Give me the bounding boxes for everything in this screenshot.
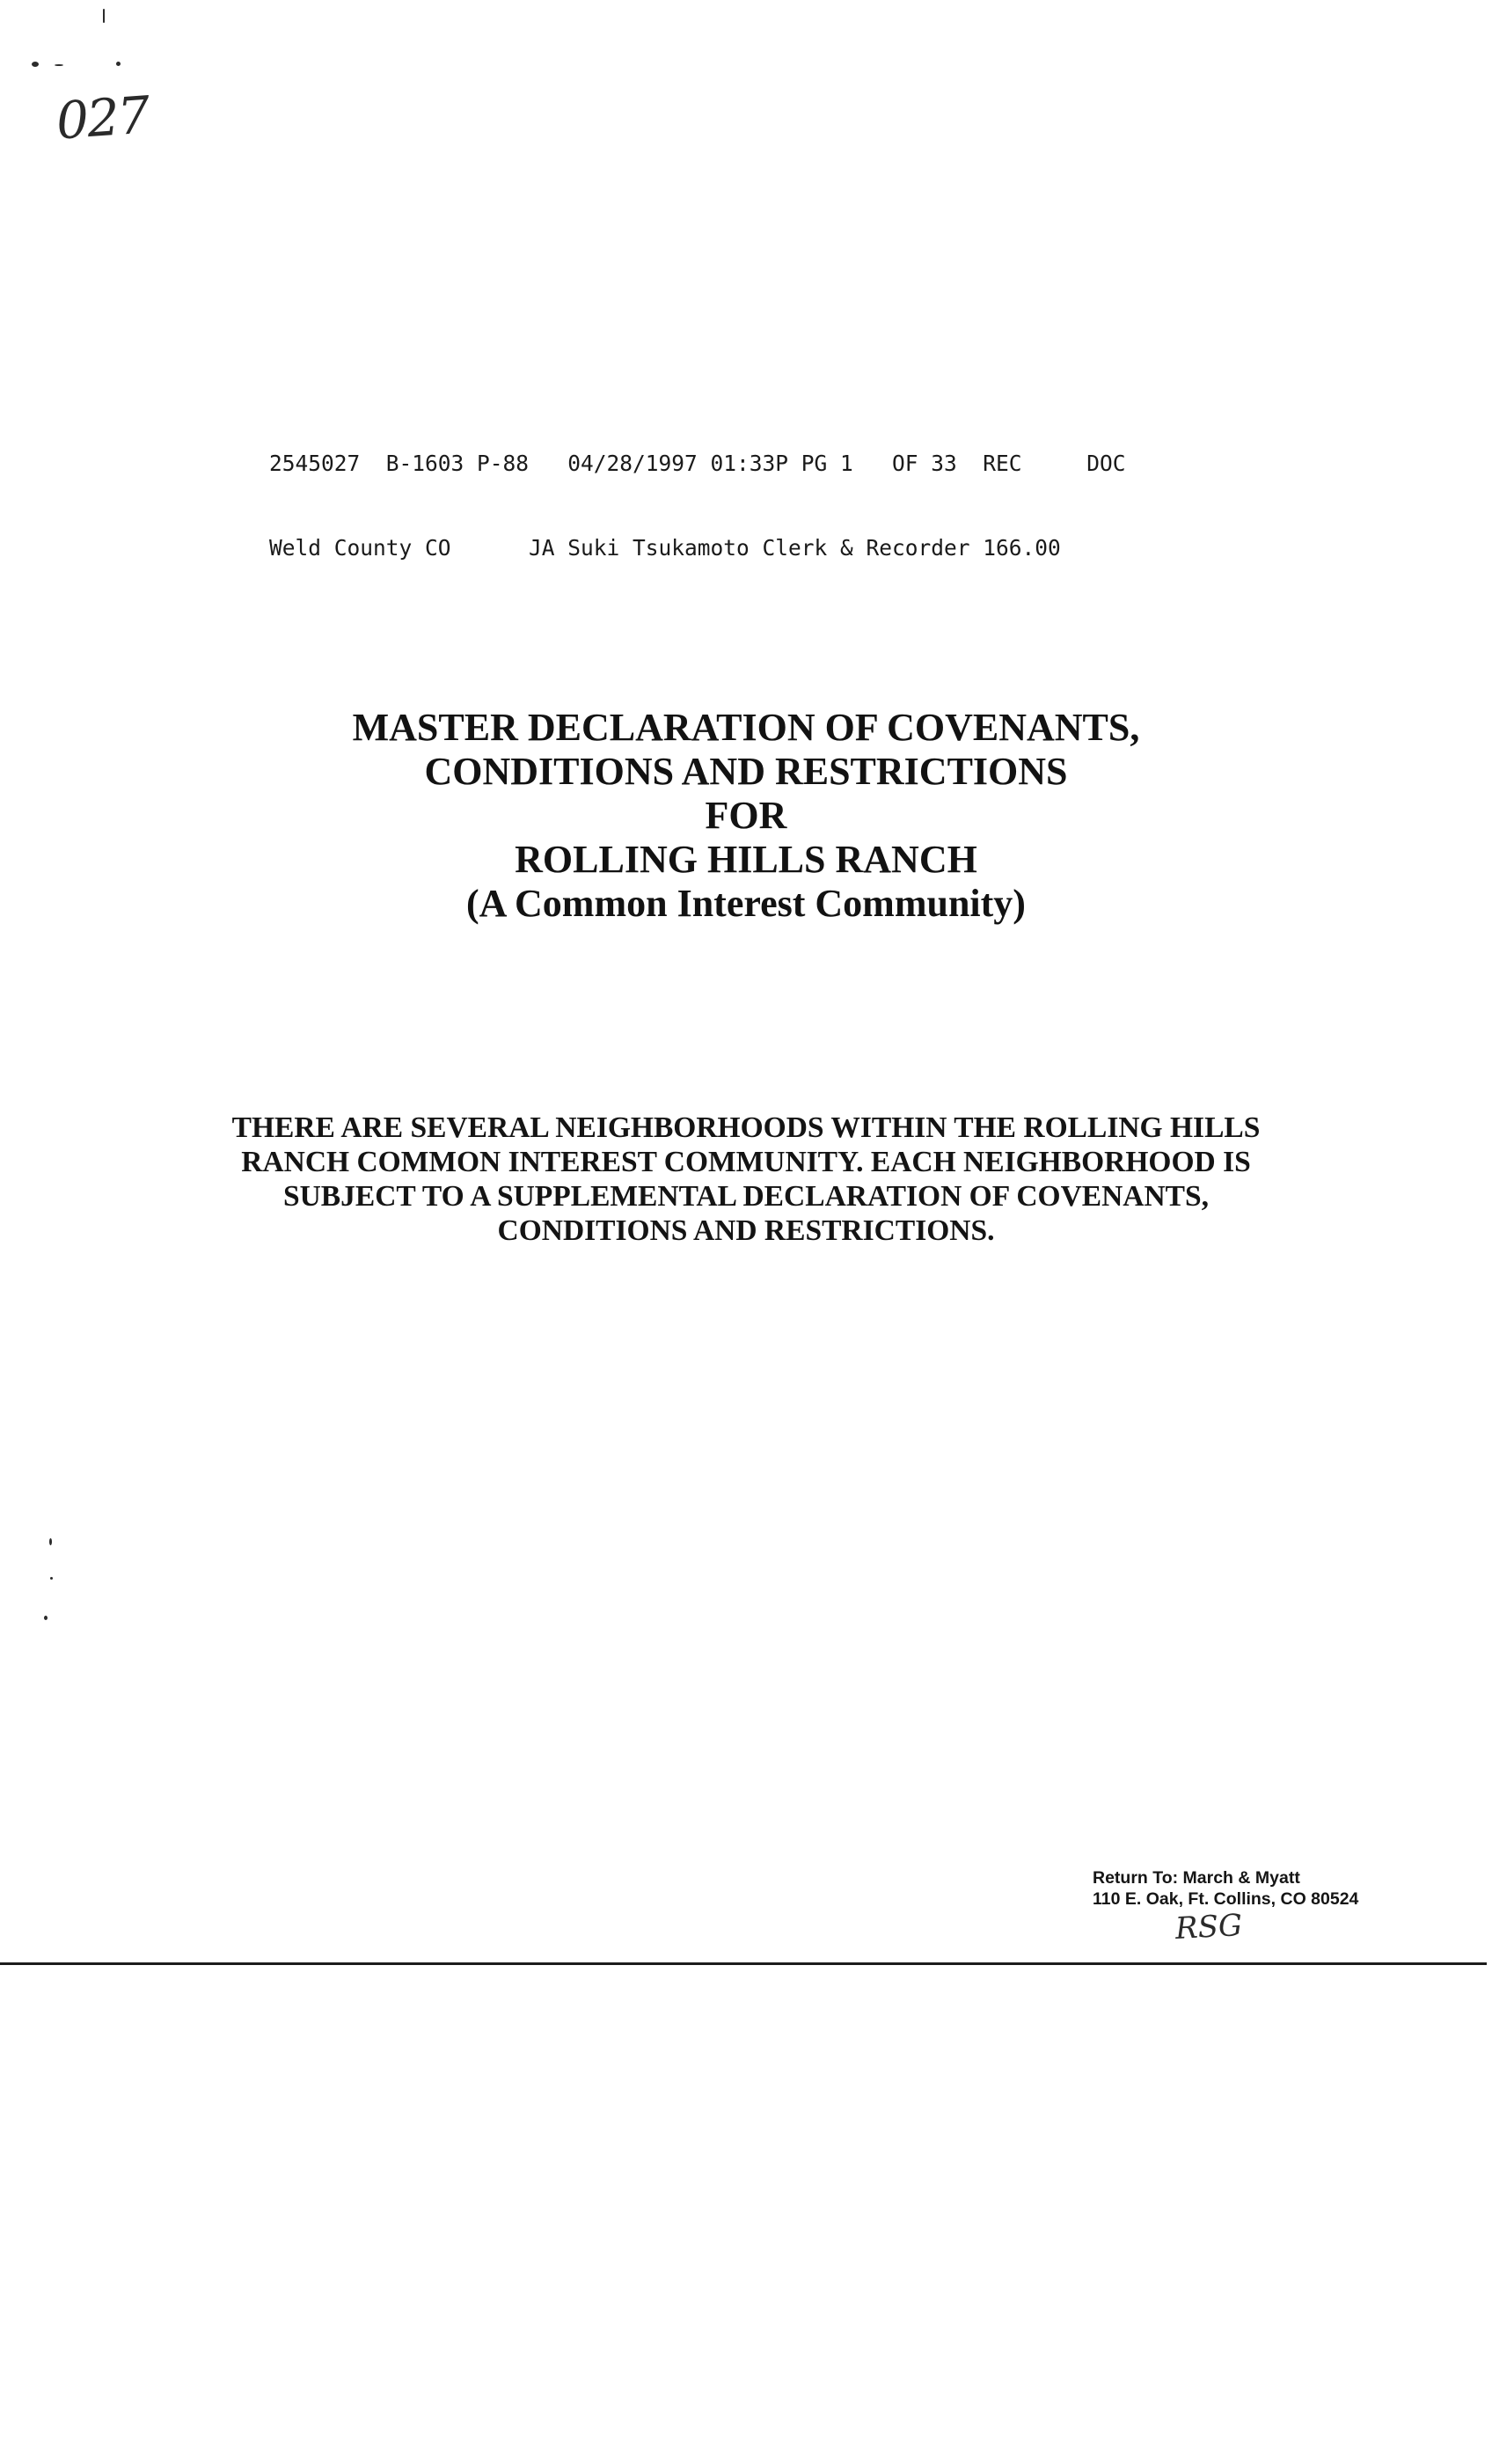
return-address-line: Return To: March & Myatt bbox=[1093, 1868, 1300, 1888]
return-address-line: 110 E. Oak, Ft. Collins, CO 80524 bbox=[1093, 1889, 1359, 1909]
return-address bbox=[1093, 1867, 1358, 1910]
recording-stamp-line: 2545027 B-1603 P-88 04/28/1997 01:33P PG 1 OF 33 REC DOC bbox=[269, 451, 1126, 476]
title-line: FOR bbox=[705, 794, 787, 837]
handwritten-initials: RSG bbox=[1174, 1908, 1244, 1947]
notice-line: SUBJECT TO A SUPPLEMENTAL DECLARATION OF COVENANTS, bbox=[282, 1180, 1210, 1213]
title-line: (A Common Interest Community) bbox=[466, 882, 1026, 925]
scan-mark bbox=[32, 62, 39, 67]
recording-stamp-line: Weld County CO JA Suki Tsukamoto Clerk & Recorder 166.00 bbox=[269, 535, 1061, 561]
notice-line: CONDITIONS AND RESTRICTIONS. bbox=[497, 1214, 995, 1247]
notice-line: THERE ARE SEVERAL NEIGHBORHOODS WITHIN THE ROLLING HILLS bbox=[231, 1111, 1261, 1144]
scan-mark bbox=[103, 9, 105, 23]
scan-mark bbox=[44, 1616, 48, 1620]
handwritten-page-number: 027 bbox=[54, 84, 150, 151]
recording-stamp bbox=[269, 393, 1126, 590]
scan-mark bbox=[49, 1538, 52, 1545]
scan-mark bbox=[50, 1577, 53, 1580]
horizontal-rule bbox=[0, 1962, 1487, 1965]
title-line: MASTER DECLARATION OF COVENANTS, bbox=[352, 706, 1140, 749]
notice-line: RANCH COMMON INTEREST COMMUNITY. EACH NEIGHBORHOOD IS bbox=[241, 1146, 1251, 1178]
scan-mark bbox=[116, 62, 121, 66]
title-line: ROLLING HILLS RANCH bbox=[515, 838, 977, 881]
title-line: CONDITIONS AND RESTRICTIONS bbox=[424, 750, 1068, 793]
document-title bbox=[0, 706, 1492, 926]
neighborhood-notice bbox=[0, 1111, 1492, 1248]
scan-mark bbox=[55, 64, 63, 66]
